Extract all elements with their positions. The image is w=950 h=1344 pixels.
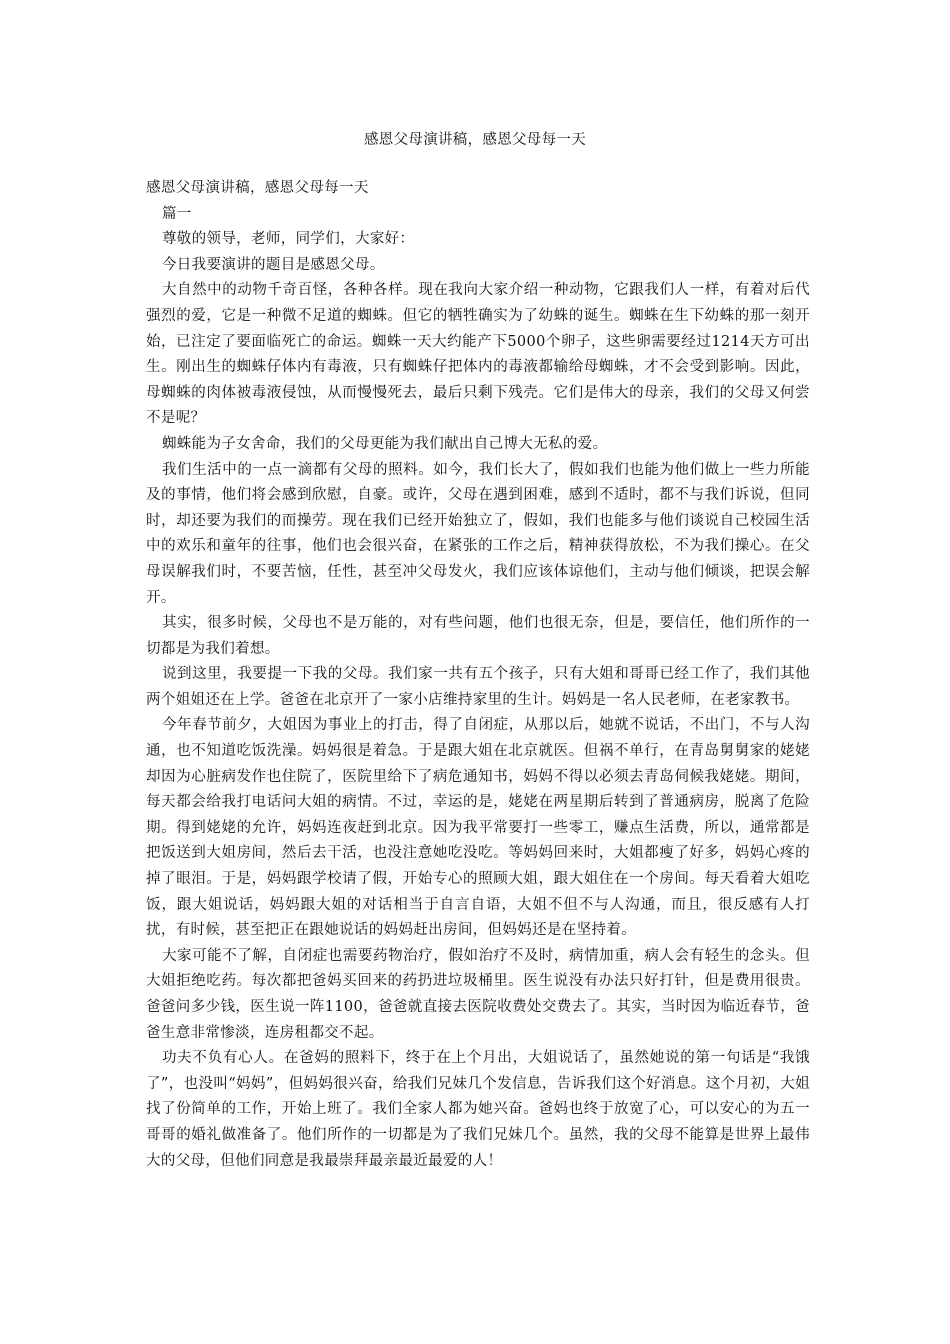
paragraph: 蜘蛛能为子女舍命，我们的父母更能为我们献出自己博大无私的爱。 <box>161 435 608 452</box>
paragraph: 大家可能不了解，自闭症也需要药物治疗，假如治疗不及时，病情加重，病人会有轻生的念头。但大姐拒绝吃药。每次都把爸妈买回来的药扔进垃圾桶里。医生说没有办法只好打针，但是费用很贵。爸爸问多少钱，医生说一阵1100，爸爸就直接去医院收费处交费去了。其实，当时因为临近春节，爸爸生意非常惨淡，连房租都交不起。 <box>146 947 810 1041</box>
section-label: 篇一 <box>161 205 192 222</box>
document-subtitle: 感恩父母演讲稿，感恩父母每一天 <box>146 180 369 196</box>
document-body <box>146 176 810 1174</box>
paragraph: 功夫不负有心人。在爸妈的照料下，终于在上个月出，大姐说话了，虽然她说的第一句话是“我饿了”，也没叫“妈妈”，但妈妈很兴奋，给我们兄妹几个发信息，告诉我们这个好消息。这个月初，大姐找了份简单的工作，开始上班了。我们全家人都为她兴奋。爸妈也终于放宽了心，可以安心的为五一哥哥的婚礼做准备了。他们所作的一切都是为了我们兄妹几个。虽然，我的父母不能算是世界上最伟大的父母，但他们同意是我最崇拜最亲最近最爱的人！ <box>146 1050 810 1169</box>
paragraph: 今年春节前夕，大姐因为事业上的打击，得了自闭症，从那以后，她就不说话，不出门，不与人沟通，也不知道吃饭洗澡。妈妈很是着急。于是跟大姐在北京就医。但祸不单行，在青岛舅舅家的姥姥却因为心脏病发作也住院了，医院里给下了病危通知书，妈妈不得以必须去青岛伺候我姥姥。期间，每天都会给我打电话问大姐的病情。不过，幸运的是，姥姥在两星期后转到了普通病房，脱离了危险期。得到姥姥的允许，妈妈连夜赶到北京。因为我平常要打一些零工，赚点生活费，所以，通常都是把饭送到大姐房间，然后去干活，也没注意她吃没吃。等妈妈回来时，大姐都瘦了好多，妈妈心疼的掉了眼泪。于是，妈妈跟学校请了假，开始专心的照顾大姐，跟大姐住在一个房间。每天看着大姐吃饭，跟大姐说话，妈妈跟大姐的对话相当于自言自语，大姐不但不与人沟通，而且，很反感有人打扰，有时候，甚至把正在跟她说话的妈妈赶出房间，但妈妈还是在坚持着。 <box>146 717 810 939</box>
paragraph: 我们生活中的一点一滴都有父母的照料。如今，我们长大了，假如我们也能为他们做上一些力所能及的事情，他们将会感到欣慰，自豪。或许，父母在遇到困难，感到不适时，都不与我们诉说，但同时，却还要为我们的而操劳。现在我们已经开始独立了，假如，我们也能多与他们谈说自己校园生活中的欢乐和童年的往事，他们也会很兴奋，在紧张的工作之后，精神获得放松，不为我们操心。在父母误解我们时，不要苦恼，任性，甚至冲父母发火，我们应该体谅他们，主动与他们倾谈，把误会解开。 <box>146 461 810 606</box>
paragraph: 大自然中的动物千奇百怪，各种各样。现在我向大家介绍一种动物，它跟我们人一样，有着对后代强烈的爱，它是一种微不足道的蜘蛛。但它的牺牲确实为了幼蛛的诞生。蜘蛛在生下幼蛛的那一刻开始，已注定了要面临死亡的命运。蜘蛛一天大约能产下5000个卵子，这些卵需要经过1214天方可出生。刚出生的蜘蛛仔体内有毒液，只有蜘蛛仔把体内的毒液都输给母蜘蛛，才不会受到影响。因此，母蜘蛛的肉体被毒液侵蚀，从而慢慢死去，最后只剩下残壳。它们是伟大的母亲，我们的父母又何尝不是呢？ <box>146 282 810 427</box>
paragraph: 说到这里，我要提一下我的父母。我们家一共有五个孩子，只有大姐和哥哥已经工作了，我们其他两个姐姐还在上学。爸爸在北京开了一家小店维持家里的生计。妈妈是一名人民老师，在老家教书。 <box>146 666 810 708</box>
document-title: 感恩父母演讲稿，感恩父母每一天 <box>364 132 586 148</box>
paragraph: 其实，很多时候，父母也不是万能的，对有些问题，他们也很无奈，但是，要信任，他们所作的一切都是为我们着想。 <box>146 615 810 657</box>
paragraph: 尊敬的领导，老师，同学们，大家好： <box>161 231 415 248</box>
paragraph: 今日我要演讲的题目是感恩父母。 <box>161 256 385 273</box>
